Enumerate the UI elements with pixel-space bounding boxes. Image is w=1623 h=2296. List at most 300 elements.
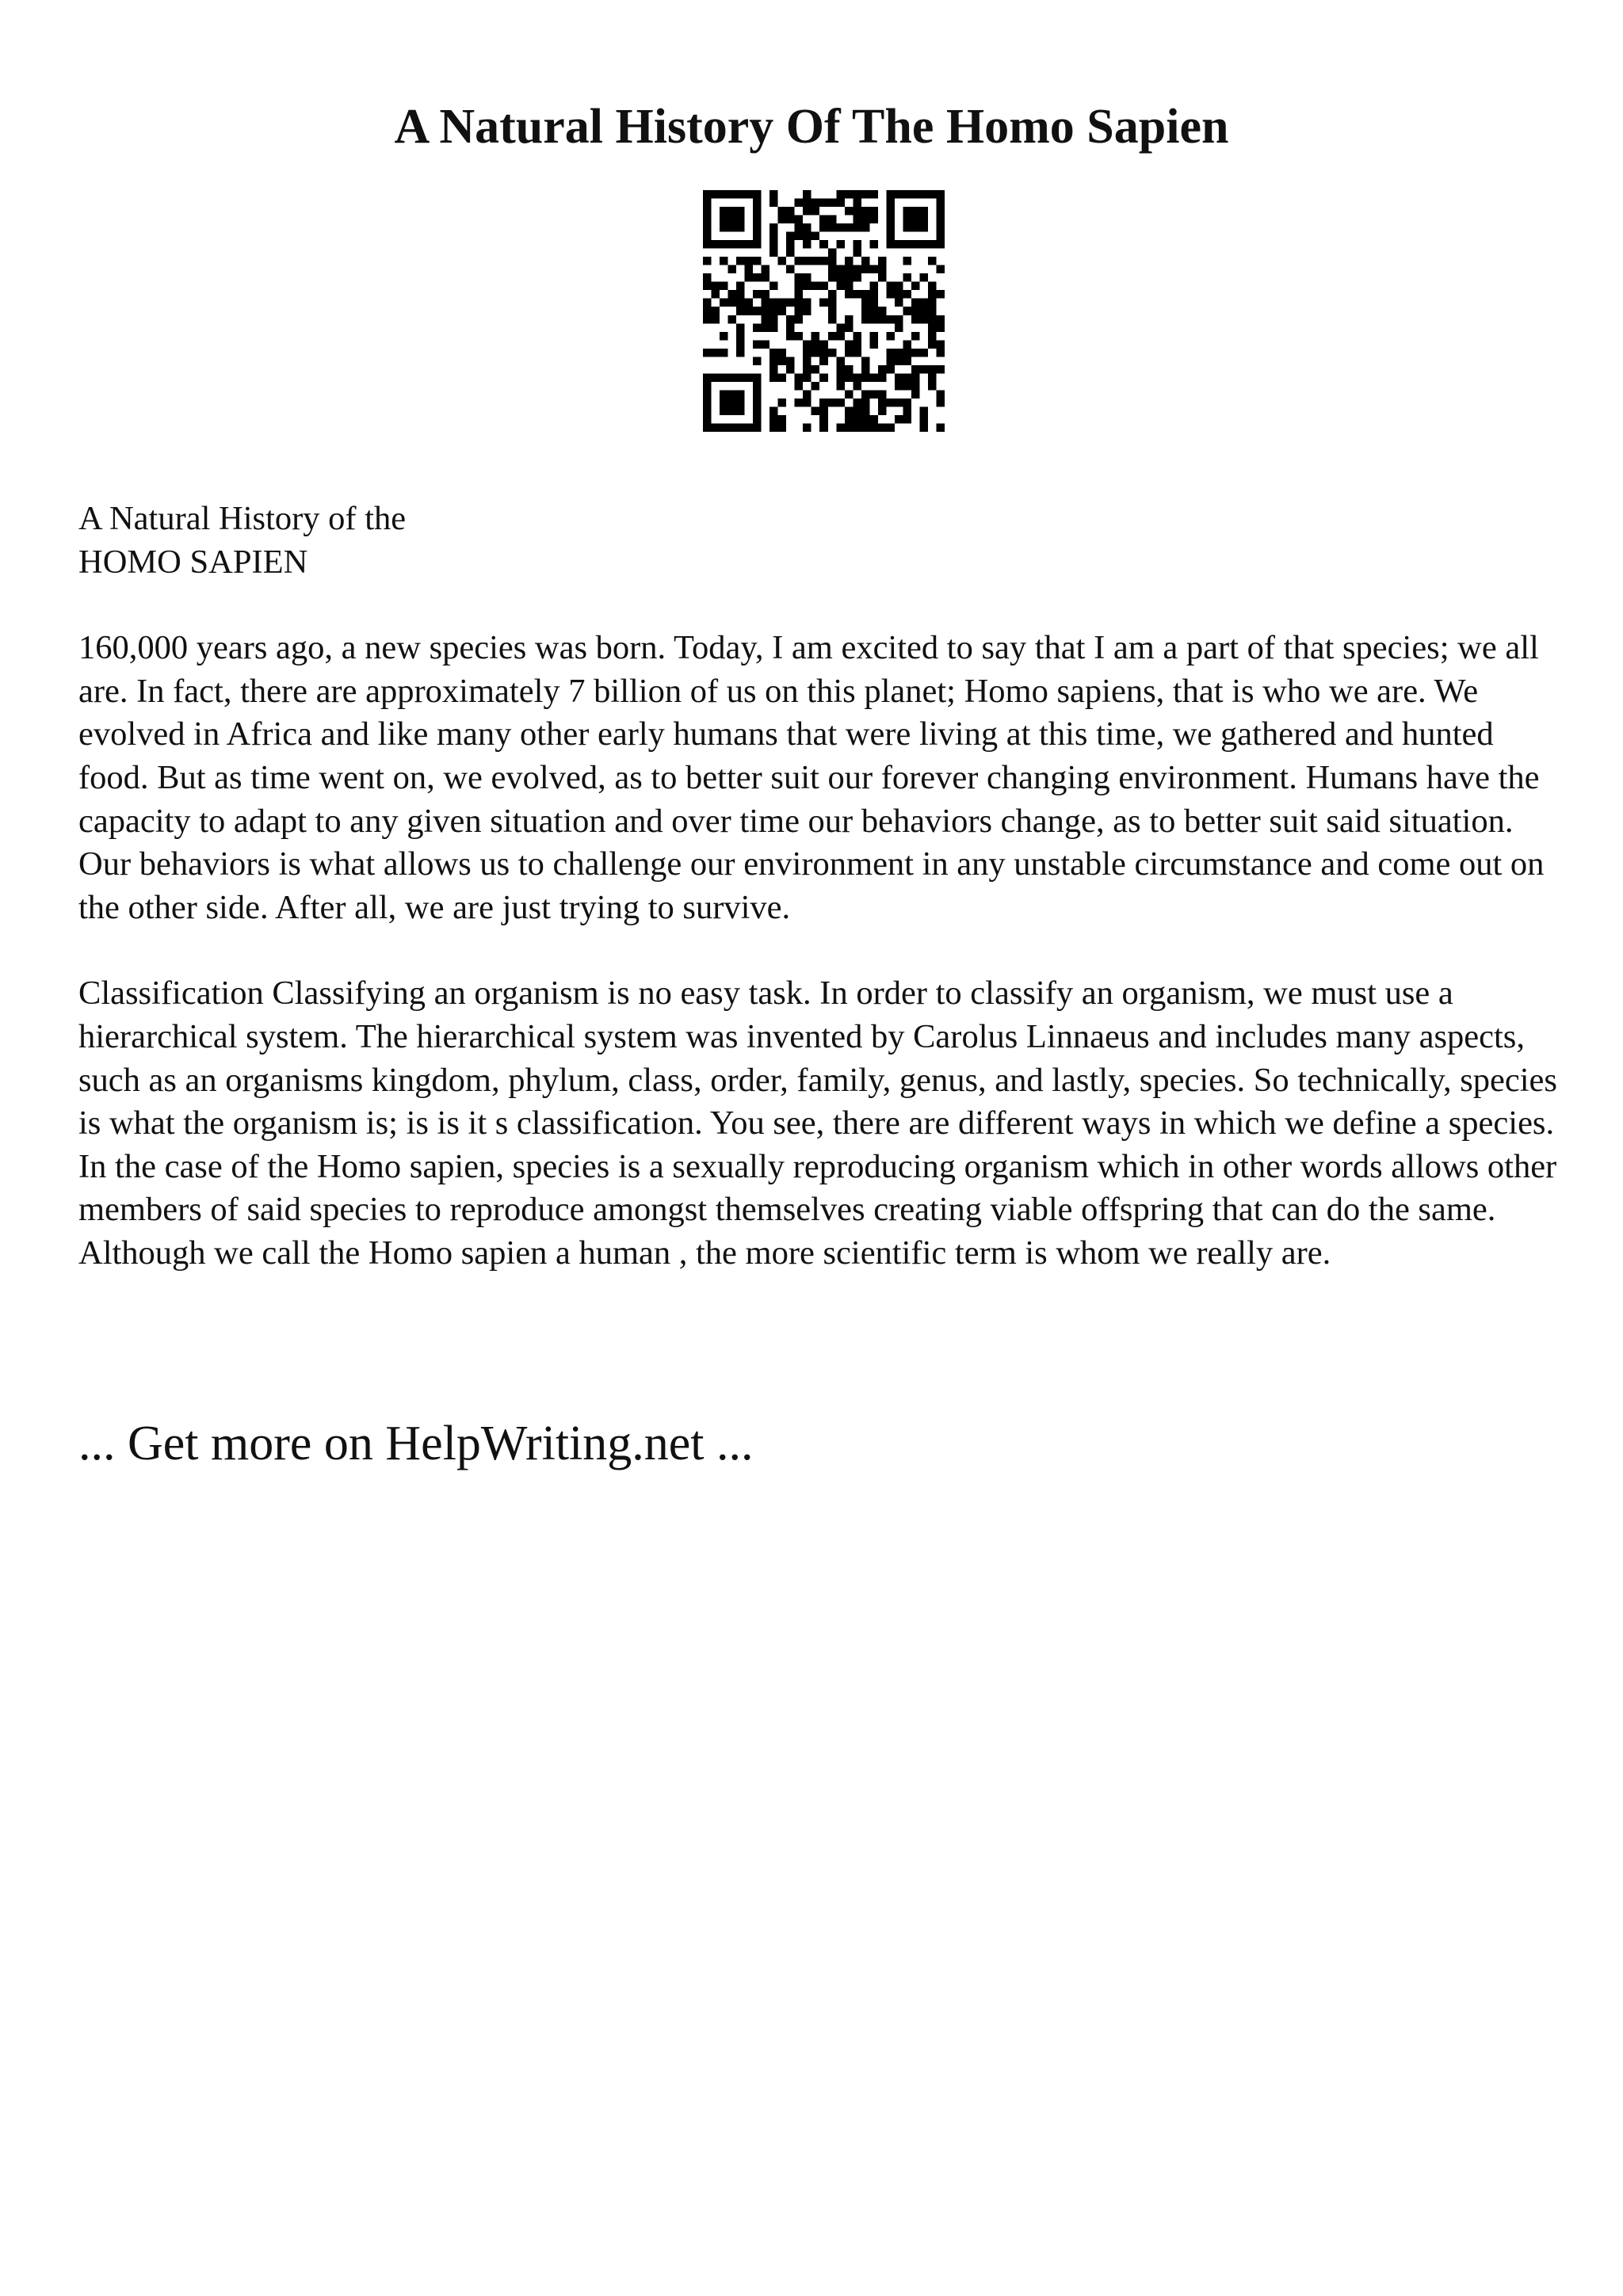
qr-module [919,406,928,415]
qr-module [753,215,762,224]
qr-module [803,340,812,349]
qr-module [903,190,911,199]
qr-module [919,190,928,199]
qr-module [762,323,770,332]
qr-module [861,223,870,232]
qr-module [828,299,837,307]
qr-module [869,390,878,399]
qr-module [753,406,762,415]
qr-module [812,406,820,415]
qr-module [786,332,795,341]
qr-module [769,423,778,432]
qr-module [919,365,928,374]
qr-module [853,290,861,299]
qr-module [861,190,870,199]
qr-module [853,373,861,382]
qr-module [803,373,812,382]
qr-module [936,190,945,199]
qr-module [895,282,903,291]
qr-module [869,340,878,349]
qr-module [886,282,895,291]
qr-module [812,382,820,391]
qr-module [736,423,745,432]
qr-module [703,390,712,399]
qr-module [886,315,895,324]
qr-module [853,207,861,215]
qr-module [911,315,920,324]
qr-module [845,265,854,274]
qr-module [903,406,911,415]
qr-module [736,307,745,315]
qr-module [819,282,828,291]
qr-module [703,282,712,291]
qr-module [928,240,937,249]
qr-module [778,373,787,382]
qr-module [812,340,820,349]
qr-module [861,390,870,399]
qr-module [845,423,854,432]
qr-module [861,207,870,215]
subheading-line-2: HOMO SAPIEN [78,543,308,581]
qr-module [919,299,928,307]
qr-module [769,349,778,357]
qr-module [803,399,812,407]
qr-module [762,307,770,315]
qr-module [778,299,787,307]
qr-module [753,373,762,382]
qr-module [720,332,728,341]
qr-module [845,207,854,215]
qr-module [845,190,854,199]
qr-module [819,357,828,365]
qr-module [803,273,812,282]
qr-module [919,215,928,224]
qr-module [853,340,861,349]
paragraph-intro: 160,000 years ago, a new species was born. Today, I am excited to say that I am a part of that species; we all are. In fact, there are approximately 7 billion of us on this planet; Homo sapiens, that is who we are. We evolved in Africa and like many other early humans that were living at this time, we gathered and hunted food. But as time went on, we evolved, as to better suit our forever changing environment. Humans have the capacity to adapt to any given situation and over time our behaviors change, as to better suit said situation. Our behaviors is what allows us to challenge our environment in any unstable circumstance and come out on the other side. After all, we are just trying to survive. [78,629,1545,926]
qr-module [753,423,762,432]
qr-module [845,257,854,265]
qr-module [903,257,911,265]
qr-module [762,315,770,324]
qr-module [861,406,870,415]
qr-module [819,299,828,307]
qr-module [795,215,804,224]
qr-module [936,290,945,299]
qr-module [895,299,903,307]
qr-module [736,340,745,349]
qr-module [769,365,778,374]
qr-module [803,207,812,215]
qr-module [853,415,861,424]
qr-module [795,399,804,407]
qr-module [753,390,762,399]
qr-module [836,190,845,199]
qr-module [812,349,820,357]
qr-module [828,265,837,274]
qr-module [819,215,828,224]
qr-module [769,240,778,249]
qr-module [903,215,911,224]
qr-module [878,265,887,274]
qr-module [786,365,795,374]
qr-module [886,207,895,215]
qr-module [828,290,837,299]
qr-module [745,273,754,282]
qr-module [936,199,945,208]
qr-module [919,315,928,324]
qr-module [878,315,887,324]
qr-module [928,307,937,315]
qr-module [795,315,804,324]
qr-module [886,423,895,432]
qr-module [703,315,712,324]
qr-module [828,249,837,257]
qr-module [828,215,837,224]
qr-module [769,357,778,365]
qr-module [753,290,762,299]
qr-module [753,323,762,332]
qr-module [745,373,754,382]
qr-module [911,240,920,249]
qr-module [803,240,812,249]
qr-module [819,349,828,357]
qr-module [903,340,911,349]
qr-module [812,282,820,291]
qr-module [720,240,728,249]
qr-module [836,365,845,374]
qr-module [919,415,928,424]
qr-module [886,332,895,341]
qr-module [736,299,745,307]
qr-module [886,290,895,299]
qr-module [895,349,903,357]
qr-module [936,423,945,432]
qr-module [720,399,728,407]
qr-module [828,332,837,341]
qr-module [778,257,787,265]
qr-module [769,406,778,415]
qr-module [778,215,787,224]
qr-module [845,415,854,424]
qr-module [769,249,778,257]
qr-module [853,332,861,341]
qr-module [836,199,845,208]
qr-module [928,290,937,299]
qr-module [861,365,870,374]
qr-module [928,315,937,324]
get-more-link[interactable]: ... Get more on HelpWriting.net ... [78,1417,754,1470]
qr-module [828,199,837,208]
qr-module [936,240,945,249]
qr-module [853,199,861,208]
qr-module [869,307,878,315]
qr-module [712,240,720,249]
qr-module [928,373,937,382]
qr-module [878,423,887,432]
qr-module [753,307,762,315]
qr-module [753,240,762,249]
qr-module [795,382,804,391]
qr-module [836,399,845,407]
qr-module [703,307,712,315]
qr-module [869,282,878,291]
qr-module [803,357,812,365]
qr-module [895,357,903,365]
qr-module [911,373,920,382]
qr-module [861,257,870,265]
qr-module [736,223,745,232]
document-body [78,498,1568,1318]
qr-module [869,290,878,299]
qr-module [919,207,928,215]
qr-module [769,199,778,208]
qr-module [736,240,745,249]
qr-code-icon[interactable] [703,190,945,432]
qr-module [720,423,728,432]
qr-module [928,190,937,199]
qr-module [836,273,845,282]
qr-module [895,290,903,299]
qr-module [853,190,861,199]
qr-module [861,215,870,224]
qr-module [911,332,920,341]
qr-module [795,257,804,265]
qr-module [753,382,762,391]
qr-module [778,399,787,407]
qr-module [769,223,778,232]
qr-module [795,332,804,341]
qr-module [720,223,728,232]
qr-module [803,223,812,232]
qr-module [861,299,870,307]
qr-module [728,265,737,274]
qr-module [753,399,762,407]
qr-module [769,299,778,307]
qr-module [703,382,712,391]
qr-module [886,240,895,249]
qr-module [778,415,787,424]
qr-module [720,373,728,382]
qr-module [712,373,720,382]
document-subheading [78,498,1568,584]
qr-module [886,365,895,374]
qr-module [703,223,712,232]
qr-module [853,399,861,407]
qr-module [703,240,712,249]
qr-module [769,373,778,382]
qr-module [812,365,820,374]
qr-module [736,215,745,224]
qr-module [720,282,728,291]
qr-module [786,315,795,324]
qr-module [869,265,878,274]
qr-module [836,265,845,274]
qr-module [836,323,845,332]
qr-module [778,357,787,365]
qr-module [911,365,920,374]
qr-module [745,265,754,274]
qr-module [703,199,712,208]
qr-module [803,190,812,199]
qr-module [928,323,937,332]
qr-module [911,207,920,215]
qr-module [795,307,804,315]
qr-module [753,415,762,424]
qr-module [736,349,745,357]
qr-module [703,399,712,407]
qr-module [778,207,787,215]
qr-module [911,223,920,232]
qr-module [845,340,854,349]
qr-module [869,240,878,249]
qr-module [895,415,903,424]
qr-module [728,223,737,232]
qr-module [712,349,720,357]
qr-module [903,357,911,365]
paragraph-classification: Classification Classifying an organism is no easy task. In order to classify an organism, we must use a hierarchical system. The hierarchical system was invented by Carolus Linnaeus and includes many aspects, such as an organisms kingdom, phylum, class, order, family, genus, and lastly, species. So technically, species is what the organism is; is is it s classification. You see, there are different ways in which we define a species. In the case of the Homo sapien, species is a sexually reproducing organism which in other words allows other members of said species to reproduce amongst themselves creating viable offspring that can do the same. Although we call the Homo sapien a human , the more scientific term is whom we really are. [78,974,1557,1272]
qr-module [819,399,828,407]
qr-module [886,232,895,241]
qr-module [853,349,861,357]
qr-module [736,390,745,399]
qr-module [936,215,945,224]
qr-module [853,249,861,257]
qr-module [836,382,845,391]
qr-module [903,382,911,391]
qr-module [769,190,778,199]
qr-module [819,240,828,249]
qr-module [936,365,945,374]
qr-module [769,307,778,315]
qr-module [803,299,812,307]
qr-module [728,299,737,307]
qr-module [836,423,845,432]
qr-module [936,223,945,232]
qr-module [786,265,795,274]
qr-module [712,307,720,315]
qr-module [869,373,878,382]
qr-module [911,349,920,357]
qr-module [903,349,911,357]
qr-module [845,406,854,415]
qr-module [795,373,804,382]
qr-module [728,215,737,224]
qr-module [861,423,870,432]
qr-module [819,423,828,432]
qr-module [769,415,778,424]
qr-module [803,423,812,432]
qr-module [745,257,754,265]
qr-module [703,273,712,282]
qr-module [803,232,812,241]
qr-module [819,199,828,208]
qr-module [753,257,762,265]
qr-module [795,273,804,282]
qr-module [703,232,712,241]
qr-module [886,190,895,199]
qr-module [928,340,937,349]
qr-module [861,399,870,407]
qr-module [812,257,820,265]
qr-module [845,365,854,374]
qr-module [703,215,712,224]
qr-module [903,399,911,407]
qr-module [911,282,920,291]
qr-module [778,423,787,432]
qr-module [786,215,795,224]
qr-module [936,340,945,349]
qr-module [895,190,903,199]
subheading-line-1: A Natural History of the [78,500,407,537]
qr-module [869,415,878,424]
qr-module [886,223,895,232]
qr-module [728,240,737,249]
qr-module [936,399,945,407]
qr-module [878,257,887,265]
qr-module [703,257,712,265]
qr-module [786,323,795,332]
qr-module [762,265,770,274]
qr-module [795,223,804,232]
qr-module [886,399,895,407]
qr-module [861,265,870,274]
qr-module [936,315,945,324]
qr-module [819,257,828,265]
qr-module [861,315,870,324]
qr-module [753,190,762,199]
qr-module [869,215,878,224]
qr-module [762,340,770,349]
qr-module [736,290,745,299]
qr-module [786,232,795,241]
qr-module [745,423,754,432]
qr-module [836,373,845,382]
qr-module [886,357,895,365]
qr-module [736,282,745,291]
qr-module [736,207,745,215]
qr-module [869,299,878,307]
qr-module [795,282,804,291]
qr-module [903,273,911,282]
qr-module [895,315,903,324]
qr-module [803,390,812,399]
qr-module [703,207,712,215]
qr-module [803,365,812,374]
qr-module [928,282,937,291]
qr-module [911,299,920,307]
qr-module [828,399,837,407]
qr-module [786,240,795,249]
qr-module [720,257,728,265]
qr-module [869,332,878,341]
qr-module [845,282,854,291]
qr-module [836,357,845,365]
qr-module [762,290,770,299]
qr-module [803,282,812,291]
qr-module [845,290,854,299]
qr-module [845,315,854,324]
qr-module [845,273,854,282]
qr-module [869,190,878,199]
qr-module [861,357,870,365]
qr-module [753,273,762,282]
qr-module [895,240,903,249]
qr-module [728,190,737,199]
qr-module [720,190,728,199]
qr-module [728,406,737,415]
qr-module [769,282,778,291]
qr-module [703,406,712,415]
